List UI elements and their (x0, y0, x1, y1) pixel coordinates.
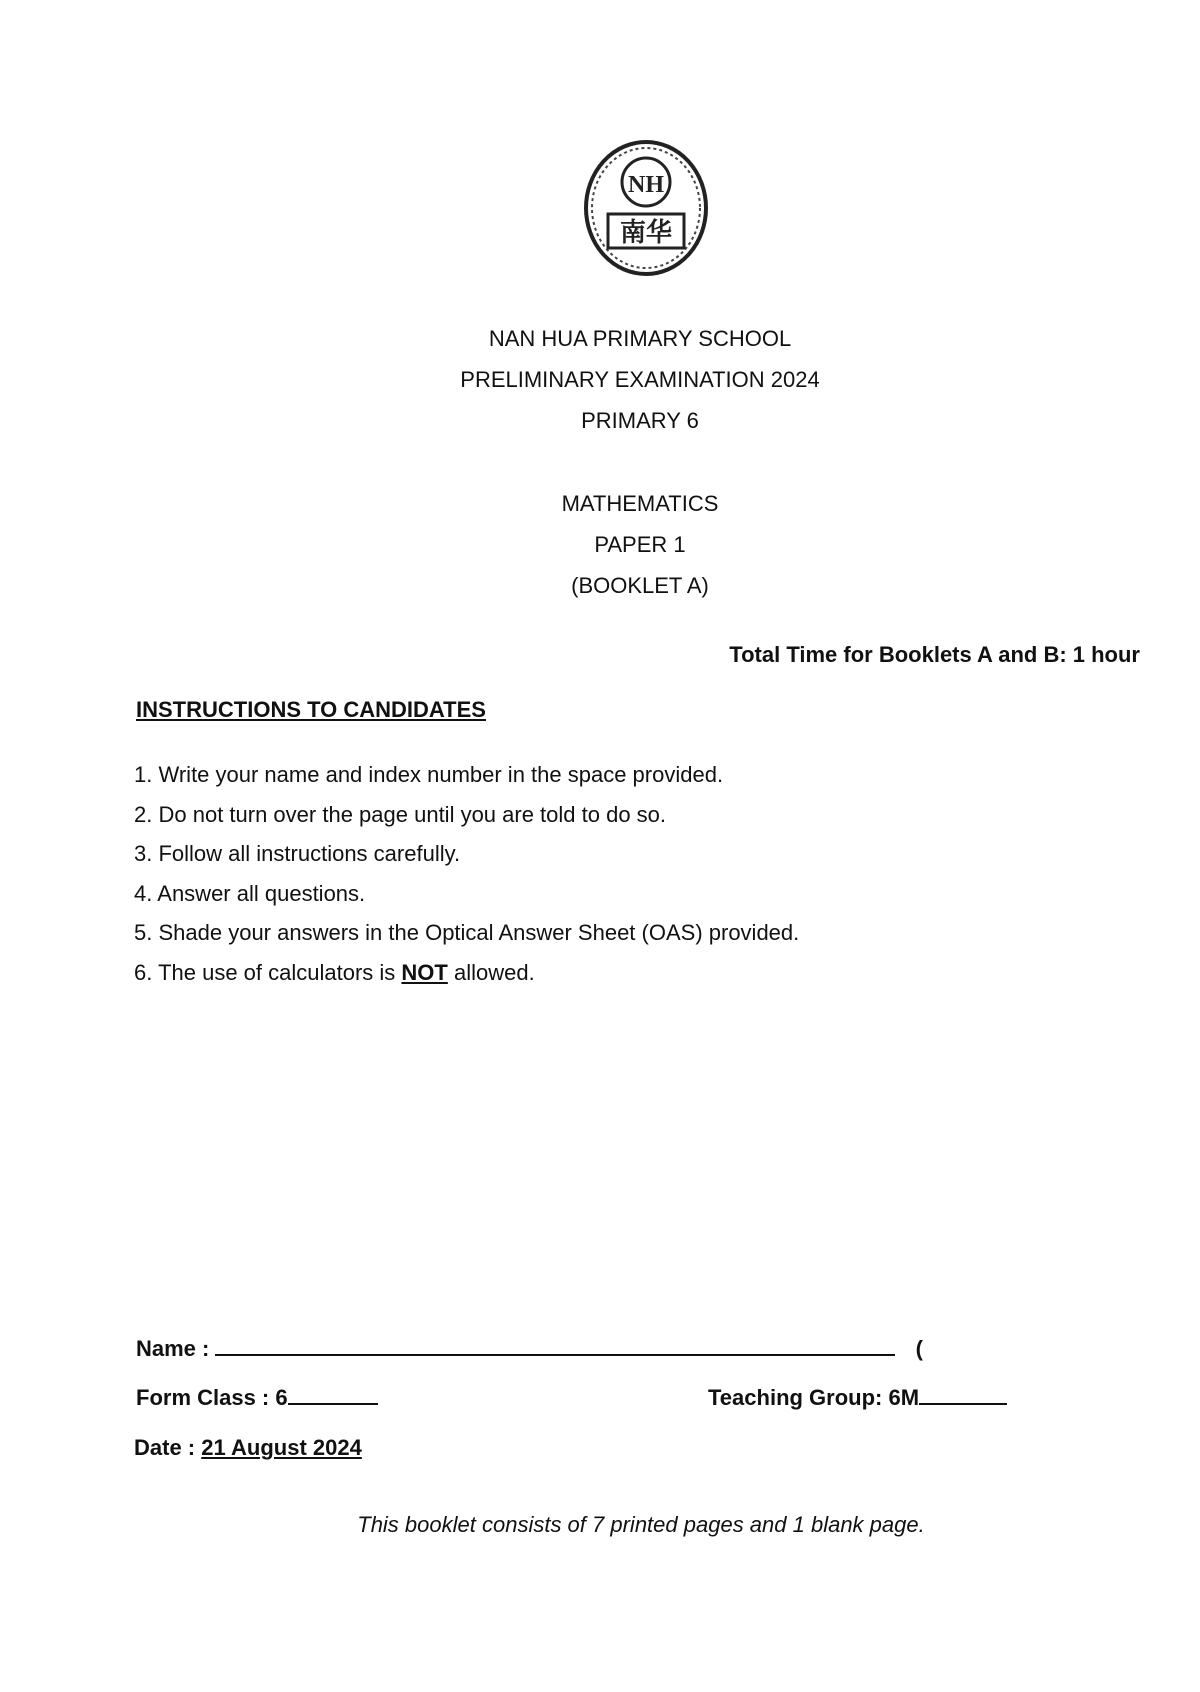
footer-note: This booklet consists of 7 printed pages and 1 blank page. (357, 1512, 925, 1537)
subject-title: MATHEMATICS (561, 491, 719, 516)
name-row (136, 1336, 923, 1362)
instruction-item: 4. Answer all questions. (134, 880, 366, 906)
index-paren: ( (915, 1336, 923, 1361)
form-class-blank[interactable] (288, 1403, 378, 1405)
booklet-title: (BOOKLET A) (571, 573, 709, 598)
instruction-item: 5. Shade your answers in the Optical Answer Sheet (OAS) provided. (134, 920, 800, 945)
date-row (134, 1435, 362, 1461)
teaching-group-row (708, 1385, 1007, 1411)
form-class-row (136, 1385, 378, 1411)
paper-title: PAPER 1 (594, 532, 686, 557)
exam-title: PRELIMINARY EXAMINATION 2024 (460, 367, 820, 392)
date-label: Date : (134, 1435, 196, 1460)
crest-initials: NH (628, 172, 664, 198)
instruction-item: 6. The use of calculators is NOT allowed. (134, 959, 535, 985)
form-class-label: Form Class : 6 (136, 1385, 288, 1410)
not-emphasis: NOT (401, 959, 448, 985)
name-blank[interactable] (215, 1354, 895, 1356)
instructions-heading: INSTRUCTIONS TO CANDIDATES (136, 697, 486, 722)
teaching-group-blank[interactable] (919, 1403, 1007, 1405)
school-name: NAN HUA PRIMARY SCHOOL (488, 326, 792, 351)
school-crest-icon (582, 138, 710, 278)
teaching-group-label: Teaching Group: 6M (708, 1385, 920, 1410)
instruction-item: 1. Write your name and index number in the space provided. (134, 762, 724, 787)
instructions-list (134, 762, 799, 999)
instruction-item: 2. Do not turn over the page until you are told to do so. (134, 801, 667, 827)
instruction-item: 3. Follow all instructions carefully. (134, 841, 461, 866)
level-title: PRIMARY 6 (581, 408, 699, 433)
date-value: 21 August 2024 (201, 1435, 362, 1460)
crest-chinese: 南华 (619, 218, 673, 248)
total-time: Total Time for Booklets A and B: 1 hour (729, 642, 1140, 667)
name-label: Name : (136, 1336, 210, 1361)
